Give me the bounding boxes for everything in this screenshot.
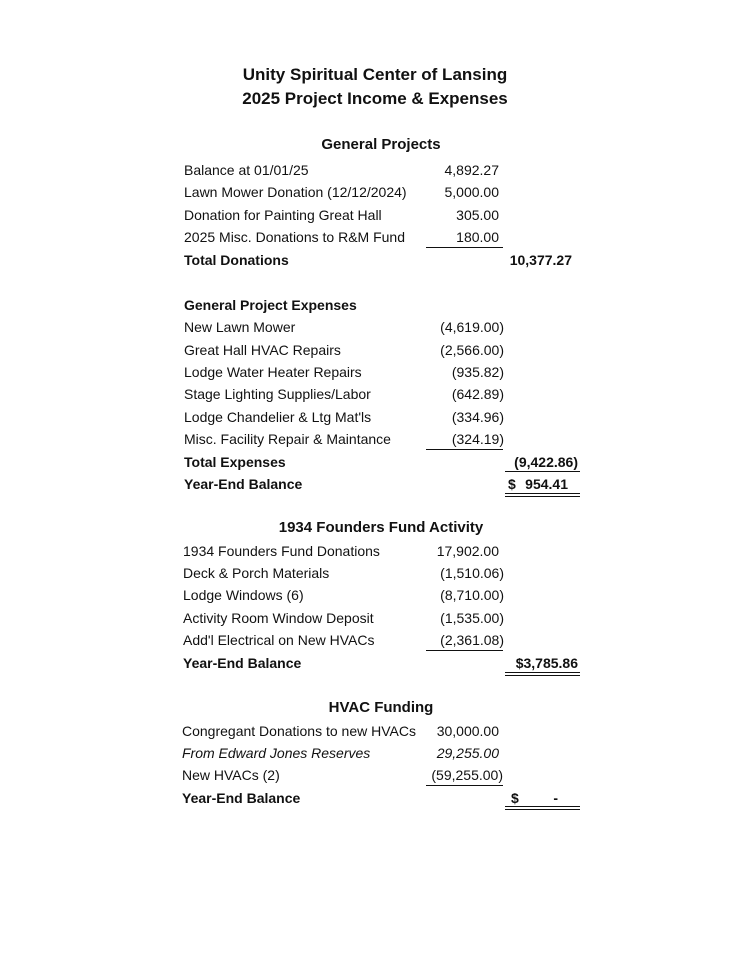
row-label: Activity Room Window Deposit bbox=[183, 610, 374, 626]
row-amount: 305.00 bbox=[456, 207, 499, 223]
row-label: Deck & Porch Materials bbox=[183, 565, 330, 581]
double-underline bbox=[505, 493, 580, 497]
founders-heading: 1934 Founders Fund Activity bbox=[278, 519, 484, 536]
table-row bbox=[0, 386, 750, 406]
row-label: Misc. Facility Repair & Maintance bbox=[184, 431, 391, 447]
table-row bbox=[0, 723, 750, 743]
year-end-balance-row bbox=[0, 790, 750, 810]
table-row bbox=[0, 409, 750, 429]
row-label: Add'l Electrical on New HVACs bbox=[183, 632, 375, 648]
row-amount: (1,510.06) bbox=[440, 565, 504, 581]
table-row bbox=[0, 745, 750, 765]
row-amount: 5,000.00 bbox=[444, 184, 499, 200]
table-row bbox=[0, 364, 750, 384]
row-amount: (59,255.00) bbox=[431, 767, 503, 783]
row-label: New HVACs (2) bbox=[182, 767, 280, 783]
year-end-balance-value: 954.41 bbox=[525, 476, 568, 492]
double-underline bbox=[505, 672, 580, 676]
subtotal-rule bbox=[426, 247, 503, 248]
table-row bbox=[0, 610, 750, 630]
row-label: Lodge Chandelier & Ltg Mat'ls bbox=[184, 409, 372, 425]
table-row bbox=[0, 342, 750, 362]
year-end-balance-row bbox=[0, 655, 750, 675]
table-row bbox=[0, 184, 750, 204]
double-underline bbox=[505, 806, 580, 810]
table-row bbox=[0, 543, 750, 563]
row-amount: (4,619.00) bbox=[440, 319, 504, 335]
row-label: Donation for Painting Great Hall bbox=[184, 207, 382, 223]
row-label: Lawn Mower Donation (12/12/2024) bbox=[184, 184, 407, 200]
table-row bbox=[0, 162, 750, 182]
row-amount: (1,535.00) bbox=[440, 610, 504, 626]
row-label: 1934 Founders Fund Donations bbox=[183, 543, 380, 559]
document-subtitle: 2025 Project Income & Expenses bbox=[242, 89, 508, 108]
document-title: Unity Spiritual Center of Lansing bbox=[242, 65, 508, 84]
year-end-balance-row bbox=[0, 476, 750, 496]
currency-symbol: $ bbox=[511, 790, 519, 806]
table-row bbox=[0, 431, 750, 451]
table-row bbox=[0, 207, 750, 227]
row-amount: (2,361.08) bbox=[440, 632, 504, 648]
row-amount: (2,566.00) bbox=[440, 342, 504, 358]
year-end-balance-label: Year-End Balance bbox=[182, 790, 301, 806]
table-row bbox=[0, 229, 750, 249]
table-row bbox=[0, 587, 750, 607]
year-end-balance-label: Year-End Balance bbox=[183, 655, 302, 671]
subtotal-rule bbox=[426, 785, 503, 786]
row-amount: (935.82) bbox=[451, 364, 504, 380]
expenses-heading-row bbox=[0, 297, 750, 317]
row-label: New Lawn Mower bbox=[184, 319, 296, 335]
year-end-balance-value: $3,785.86 bbox=[515, 655, 578, 671]
row-label: Congregant Donations to new HVACs bbox=[182, 723, 416, 739]
expenses-heading: General Project Expenses bbox=[184, 297, 357, 313]
row-amount: (324.19) bbox=[451, 431, 504, 447]
table-row bbox=[0, 565, 750, 585]
row-amount: 17,902.00 bbox=[436, 543, 499, 559]
row-amount: (8,710.00) bbox=[440, 587, 504, 603]
row-amount: 4,892.27 bbox=[444, 162, 499, 178]
total-expenses-row bbox=[0, 454, 750, 474]
table-row bbox=[0, 319, 750, 339]
total-donations-label: Total Donations bbox=[184, 252, 289, 268]
currency-symbol: $ bbox=[508, 476, 516, 492]
table-row bbox=[0, 632, 750, 652]
row-label: Balance at 01/01/25 bbox=[184, 162, 309, 178]
total-expenses-label: Total Expenses bbox=[184, 454, 286, 470]
row-label: Stage Lighting Supplies/Labor bbox=[184, 386, 371, 402]
year-end-balance-value: - bbox=[553, 790, 558, 806]
total-rule bbox=[505, 471, 580, 472]
row-amount: 30,000.00 bbox=[436, 723, 499, 739]
total-donations-value: 10,377.27 bbox=[509, 252, 572, 268]
row-amount: (642.89) bbox=[451, 386, 504, 402]
subtotal-rule bbox=[426, 650, 503, 651]
row-label: Lodge Windows (6) bbox=[183, 587, 304, 603]
row-amount: (334.96) bbox=[451, 409, 504, 425]
row-label: 2025 Misc. Donations to R&M Fund bbox=[184, 229, 405, 245]
subtotal-rule bbox=[426, 449, 503, 450]
general-projects-heading: General Projects bbox=[321, 136, 441, 153]
total-donations-row bbox=[0, 252, 750, 272]
year-end-balance-label: Year-End Balance bbox=[184, 476, 303, 492]
row-label: Lodge Water Heater Repairs bbox=[184, 364, 362, 380]
total-expenses-value: (9,422.86) bbox=[514, 454, 578, 470]
row-amount: 29,255.00 bbox=[436, 745, 499, 761]
row-amount: 180.00 bbox=[456, 229, 499, 245]
hvac-heading: HVAC Funding bbox=[328, 699, 434, 716]
table-row bbox=[0, 767, 750, 787]
row-label: Great Hall HVAC Repairs bbox=[184, 342, 341, 358]
row-label: From Edward Jones Reserves bbox=[182, 745, 371, 761]
